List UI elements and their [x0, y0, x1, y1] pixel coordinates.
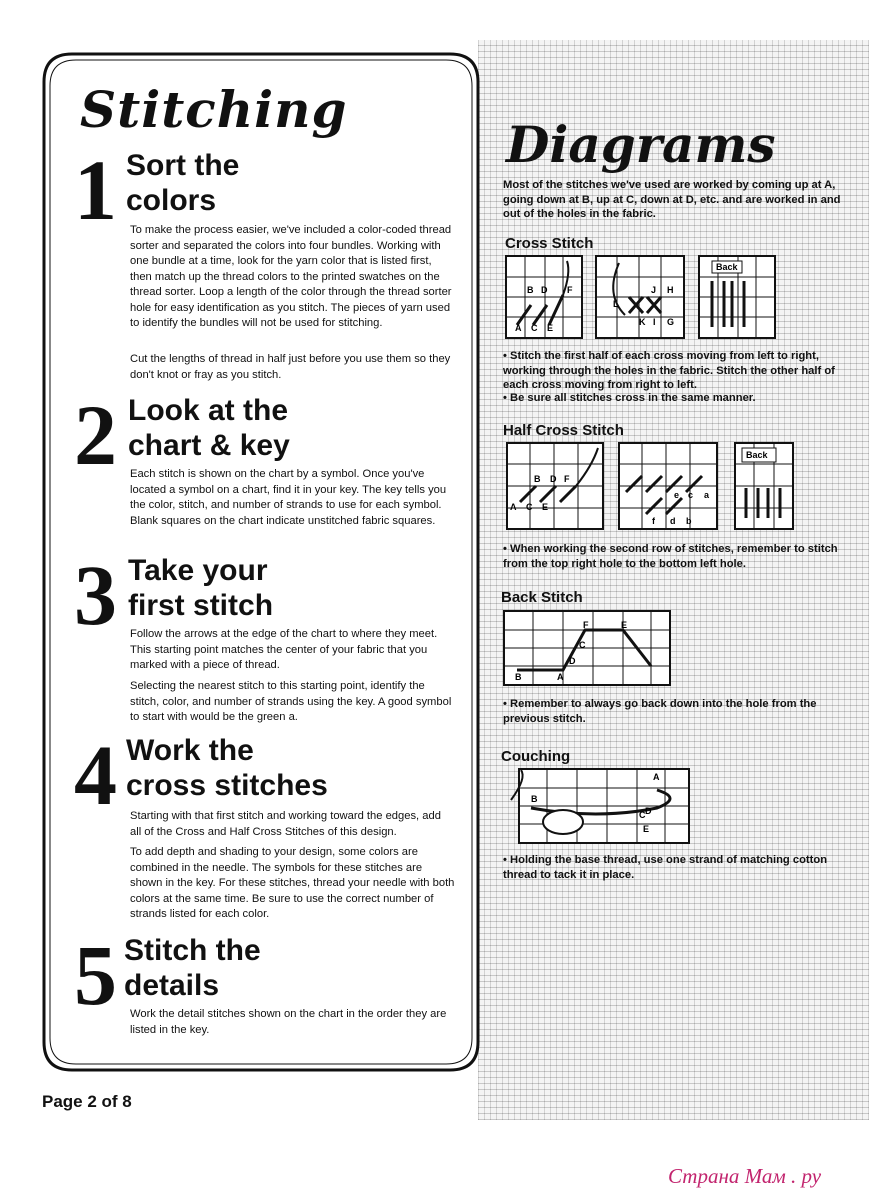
back-letter-c: C — [579, 640, 586, 650]
cross-back-label: Back — [716, 262, 738, 272]
half-1-letter-a: A — [510, 502, 517, 512]
couching-letter-d: D — [645, 806, 652, 816]
step-4-title-line1: Work the — [126, 734, 254, 767]
half-1-letter-e: E — [542, 502, 549, 512]
back-letter-a: A — [557, 672, 564, 682]
step-4-paragraph-2: To add depth and shading to your design, some colors are combined in the needle. The symbols for these stitches are shown in the key. For these stitches, thread your needle with both colors at the same time. Be sure to use the correct number of strands listed for each color. — [130, 846, 455, 920]
step-4-title-line2: cross stitches — [126, 769, 328, 802]
half-2-letter-a: a — [704, 490, 710, 500]
step-5-title-line2: details — [124, 969, 220, 1002]
step-1-paragraph-2: Cut the lengths of thread in half just before you use them so they don't knot or fray as you stitch. — [130, 353, 451, 381]
step-1-title-line2: colors — [126, 184, 217, 217]
step-1-paragraph-1: To make the process easier, we've included a color-coded thread sorter and separated the colors into four bundles. Working with one bundle at a time, look for the yarn color that is listed first, then match up the thread colors to the printed swatches on the thread sorter. Loop a length of the color through the thread sorter hole for easy identification as you stitch. The pieces of yarn used to identify the bundles will not be used for stitching. — [130, 224, 452, 329]
step-2-number: 2 — [74, 387, 117, 483]
cross-stitch-note-1: • Stitch the first half of each cross moving from left to right, working through the holes in the fabric. Stitch the other half of each cross moving from right to left. — [503, 350, 835, 391]
diagrams-title: Diagrams — [506, 115, 776, 174]
step-3-number: 3 — [74, 547, 117, 643]
step-3-title-line2: first stitch — [128, 589, 274, 622]
half-1-letter-c: C — [526, 502, 533, 512]
couching-letter-e: E — [643, 824, 650, 834]
step-5-title-line1: Stitch the — [124, 934, 261, 967]
stitching-title: Stitching — [80, 80, 348, 139]
half-cross-diagram-2 — [618, 442, 720, 532]
cross-2-letter-g: G — [667, 317, 675, 327]
back-stitch-diagram — [503, 610, 673, 688]
cross-1-letter-c: C — [531, 323, 538, 333]
step-1-number: 1 — [74, 142, 117, 238]
half-2-letter-d: d — [670, 516, 676, 526]
half-1-letter-b: B — [534, 474, 541, 484]
half-back-label: Back — [746, 450, 768, 460]
cross-stitch-diagram-2 — [595, 255, 687, 340]
half-cross-diagram-1 — [506, 442, 606, 532]
cross-2-letter-k: K — [639, 317, 646, 327]
page-number-label: Page 2 of 8 — [42, 1092, 132, 1111]
back-letter-d: D — [569, 656, 576, 666]
cross-2-letter-l: L — [613, 299, 619, 309]
cross-2-letter-i: I — [653, 317, 656, 327]
step-3-paragraph-1: Follow the arrows at the edge of the chart to where they meet. This starting point matches the center of your fabric that you marked with a piece of thread. — [130, 628, 438, 671]
back-letter-f: F — [583, 620, 589, 630]
half-2-letter-b: b — [686, 516, 692, 526]
cross-stitch-back-diagram — [698, 255, 778, 340]
cross-stitch-diagram-1 — [505, 255, 585, 340]
cross-2-letter-h: H — [667, 285, 674, 295]
cross-1-letter-b: B — [527, 285, 534, 295]
step-3-title-line1: Take your — [128, 554, 268, 587]
watermark-text: Страна Мам . ру — [668, 1164, 822, 1188]
back-stitch-note: • Remember to always go back down into the hole from the previous stitch. — [503, 698, 817, 725]
diagrams-intro: Most of the stitches we've used are worked by coming up at A, going down at B, up at C, down at D, etc. and are worked in and out of the holes in the fabric. — [503, 179, 841, 220]
step-3-paragraph-2: Selecting the nearest stitch to this starting point, identify the stitch, color, and number of strands using the key. A good symbol to start with would be the green a. — [130, 680, 452, 723]
cross-stitch-note-2: • Be sure all stitches cross in the same manner. — [503, 392, 756, 404]
half-cross-stitch-note: • When working the second row of stitches, remember to stitch from the top right hole to the bottom left hole. — [503, 543, 838, 570]
couching-heading: Couching — [501, 748, 571, 765]
half-1-letter-f: F — [564, 474, 570, 484]
cross-1-letter-e: E — [547, 323, 554, 333]
half-2-letter-f: f — [652, 516, 655, 526]
back-letter-b: B — [515, 672, 522, 682]
back-stitch-heading: Back Stitch — [501, 589, 583, 606]
step-4-paragraph-1: Starting with that first stitch and working toward the edges, add all of the Cross and Half Cross Stitches of this design. — [130, 810, 441, 838]
step-2-title-line1: Look at the — [128, 394, 289, 427]
cross-1-letter-d: D — [541, 285, 548, 295]
couching-letter-c: C — [639, 810, 646, 820]
step-2-title-line2: chart & key — [128, 429, 290, 462]
cross-2-letter-j: J — [651, 285, 657, 295]
step-5-number: 5 — [74, 927, 117, 1023]
step-5-paragraph-1: Work the detail stitches shown on the chart in the order they are listed in the key. — [130, 1008, 447, 1036]
half-1-letter-d: D — [550, 474, 557, 484]
couching-letter-b: B — [531, 794, 538, 804]
step-1-title-line1: Sort the — [126, 149, 240, 182]
back-letter-e: E — [621, 620, 628, 630]
step-4-number: 4 — [74, 727, 117, 823]
couching-note: • Holding the base thread, use one strand of matching cotton thread to tack it in place. — [503, 854, 828, 881]
couching-letter-a: A — [653, 772, 660, 782]
couching-diagram — [507, 768, 691, 846]
cross-1-letter-f: F — [567, 285, 573, 295]
half-2-letter-e: e — [674, 490, 680, 500]
half-cross-stitch-heading: Half Cross Stitch — [503, 422, 624, 439]
cross-stitch-heading: Cross Stitch — [505, 235, 594, 252]
cross-1-letter-a: A — [515, 323, 522, 333]
half-cross-back-diagram — [734, 442, 796, 532]
step-2-paragraph-1: Each stitch is shown on the chart by a symbol. Once you've located a symbol on a chart, find it in your key. The key tells you the color, stitch, and number of strands to use for each symbol. Blank squares on the chart indicate unstitched fabric squares. — [130, 468, 447, 527]
half-2-letter-c: c — [688, 490, 694, 500]
